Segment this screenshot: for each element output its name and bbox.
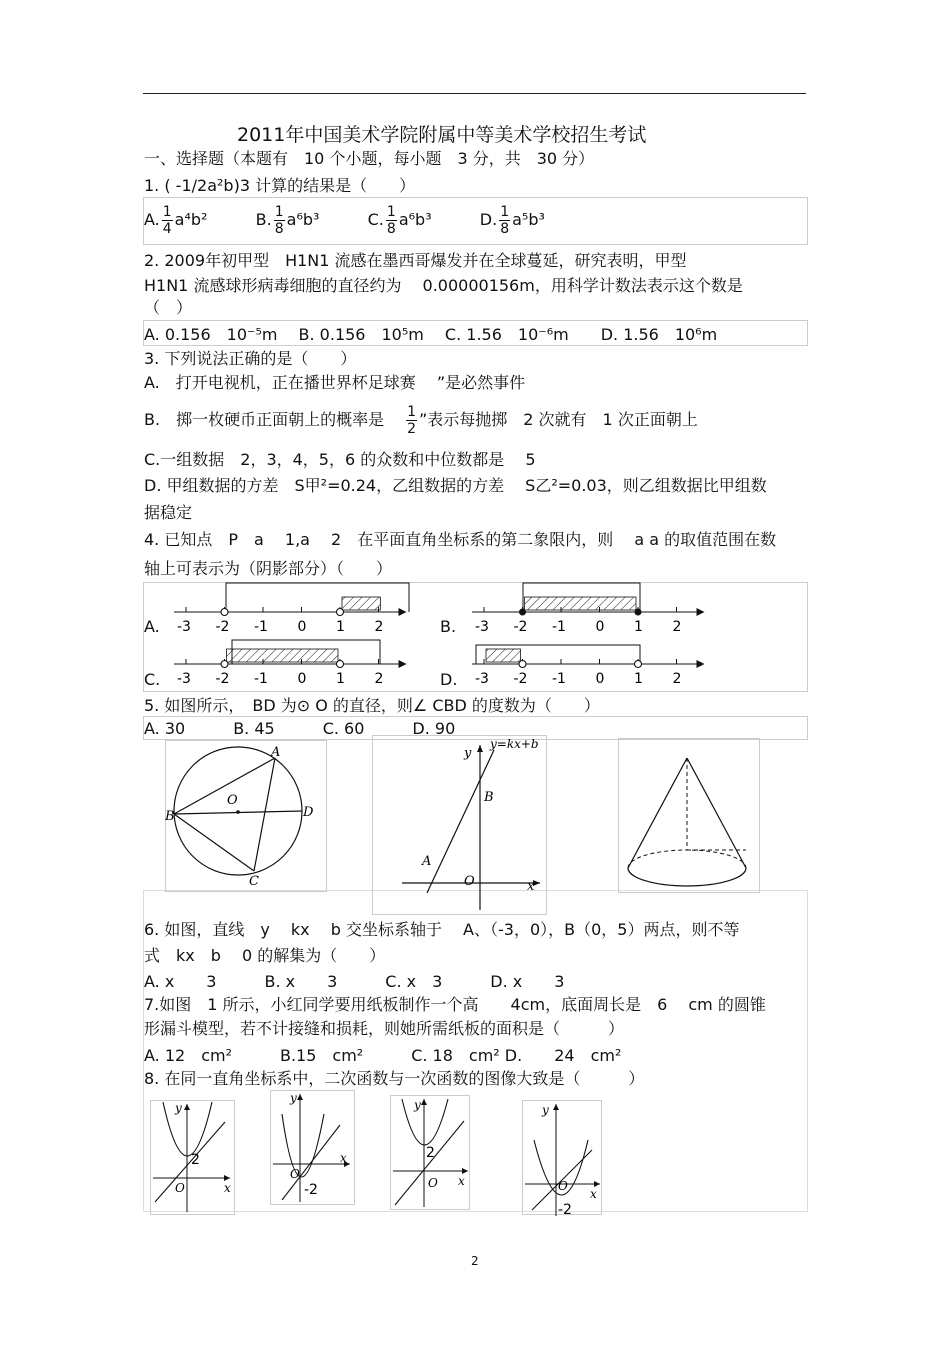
line-x-label: x [527,879,535,894]
tick-label: -1 [254,619,268,635]
q8a-y-label: y [175,1101,182,1115]
q8a-o-label: O [175,1181,185,1195]
q3-opt-a: A. 打开电视机，正在播世界杯足球赛 ”是必然事件 [144,373,526,392]
circle-label-o: O [227,793,238,808]
tick-label: 1 [634,619,643,635]
numberline-a [174,583,409,635]
line-graph-figure [372,735,547,915]
q3-stem: 3. 下列说法正确的是（ ） [144,349,357,368]
numberline-d [472,645,705,687]
q4-label-c: C. [144,670,161,689]
line-y-label: y [464,746,472,761]
tick-label: 0 [297,619,307,635]
q5-options: A. 30 B. 45 C. 60 D. 90 [144,719,456,738]
line-b-label: B [484,790,494,805]
q8-graph-a [150,1100,235,1215]
q4-line1: 4. 已知点 P a 1,a 2 在平面直角坐标系的第二象限内，则 a a 的取值范围在数 [144,530,777,549]
q8d-y-label: y [542,1103,549,1117]
q8d-x-label: x [590,1187,597,1201]
tick-label: -3 [475,671,489,687]
tick-label: 0 [595,671,605,687]
q8-stem: 8. 在同一直角坐标系中，二次函数与一次函数的图像大致是（ ） [144,1069,645,1088]
tick-label: 0 [297,671,307,687]
q8b-y-label: y [290,1091,297,1105]
page-title: 2011年中国美术学院附属中等美术学校招生考试 [237,124,647,146]
tick-label: -3 [177,619,191,635]
tick-label: 2 [672,619,682,635]
tick-label: -2 [513,671,528,687]
q6-line1: 6. 如图，直线 y kx b 交坐标系轴于 A、（-3，0），B（0，5）两点，则不等 [144,920,740,939]
q7-line1: 7.如图 1 所示，小红同学要用纸板制作一个高 4cm，底面周长是 6 cm 的圆锥 [144,995,766,1014]
tick-label: -1 [254,671,268,687]
tick-label: 0 [595,619,605,635]
tick-label: -1 [552,671,566,687]
q8c-y-label: y [414,1098,421,1112]
circle-label-a: A [271,745,281,760]
tick-label: -3 [177,671,191,687]
circle-figure [165,740,327,892]
q2-options: A. 0.156 10⁻⁵m B. 0.156 10⁵m C. 1.56 10⁻⁶m D. 1.56 10⁶m [144,325,718,344]
q3-opt-d-line1: D. 甲组数据的方差 S甲²=0.24，乙组数据的方差 S乙²=0.03，则乙组数据比甲组数 [144,476,767,495]
q4-label-a: A. [144,617,160,636]
q6-line2: 式 kx b 0 的解集为（ ） [144,946,386,965]
section-heading: 一、选择题（本题有 10 个小题，每小题 3 分，共 30 分） [144,149,595,168]
q1-opt-b: B. $\frac{1}{8}$ a⁶b³ [255,204,320,237]
tick-label: -2 [513,619,528,635]
tick-label: 2 [672,671,682,687]
tick-label: 1 [336,671,345,687]
q6-options: A. x 3 B. x 3 C. x 3 D. x 3 [144,972,565,991]
q8-graph-c [390,1095,470,1210]
q3-opt-b: B. 掷一枚硬币正面朝上的概率是 $\frac{1}{2}$ ”表示每抛掷 2 次就有 1 次正面朝上 [144,404,698,437]
circle-label-d: D [303,805,314,820]
circle-label-c: C [249,874,259,889]
q1-stem: 1. ( -1/2a²b)3 计算的结果是（ ） [144,176,416,195]
q4-label-d: D. [440,670,458,689]
q2-line2: H1N1 流感球形病毒细胞的直径约为 0.00000156m，用科学计数法表示这个数是 [144,276,743,295]
tick-label: 2 [374,619,384,635]
q7-options: A. 12 cm² B.15 cm² C. 18 cm² D. 24 cm² [144,1046,622,1065]
q8c-2-label: 2 [426,1145,435,1161]
line-a-label: A [422,854,432,869]
q8c-x-label: x [458,1174,465,1188]
q1-opt-c: C. $\frac{1}{8}$ a⁶b³ [367,204,432,237]
page-number: 2 [471,1254,479,1268]
tick-label: -1 [552,619,566,635]
q5-stem: 5. 如图所示， BD 为⊙ O 的直径，则∠ CBD 的度数为（ ） [144,696,600,715]
tick-label: -3 [475,619,489,635]
q8c-o-label: O [428,1176,438,1190]
q1-opt-a: A. $\frac{1}{4}$ a⁴b² [144,204,208,237]
cone-figure [618,738,760,893]
circle-label-b: B [165,809,175,824]
tick-label: 2 [374,671,384,687]
q2-line1: 2. 2009年初甲型 H1N1 流感在墨西哥爆发并在全球蔓延，研究表明，甲型 [144,251,687,270]
q3-opt-d-line2: 据稳定 [144,503,193,522]
line-eq-label: y=kx+b [490,737,539,751]
q8b-o-label: O [290,1167,300,1181]
q7-line2: 形漏斗模型，若不计接缝和损耗，则她所需纸板的面积是（ ） [144,1019,625,1038]
q8d-neg2-label: -2 [558,1202,572,1218]
q8a-x-label: x [224,1181,231,1195]
q8-graph-d [522,1100,602,1218]
tick-label: 1 [336,619,345,635]
numberline-c [174,640,407,687]
q2-line3: （ ） [144,298,193,317]
q4-label-b: B. [440,617,457,636]
numberline-b [472,583,705,635]
tick-label: -2 [215,671,230,687]
q8a-2-label: 2 [191,1152,200,1168]
q8b-neg2-label: -2 [304,1182,318,1198]
q8b-x-label: x [340,1151,347,1165]
q1-opt-d: D. $\frac{1}{8}$ a⁵b³ [479,204,545,237]
q3-opt-c: C.一组数据 2，3，4，5，6 的众数和中位数都是 5 [144,450,536,469]
tick-label: -2 [215,619,230,635]
tick-label: 1 [634,671,643,687]
line-o-label: O [464,874,475,889]
q8-graph-b [270,1090,355,1205]
q4-line2: 轴上可表示为（阴影部分）（ ） [144,559,393,578]
q8d-o-label: O [558,1179,568,1193]
